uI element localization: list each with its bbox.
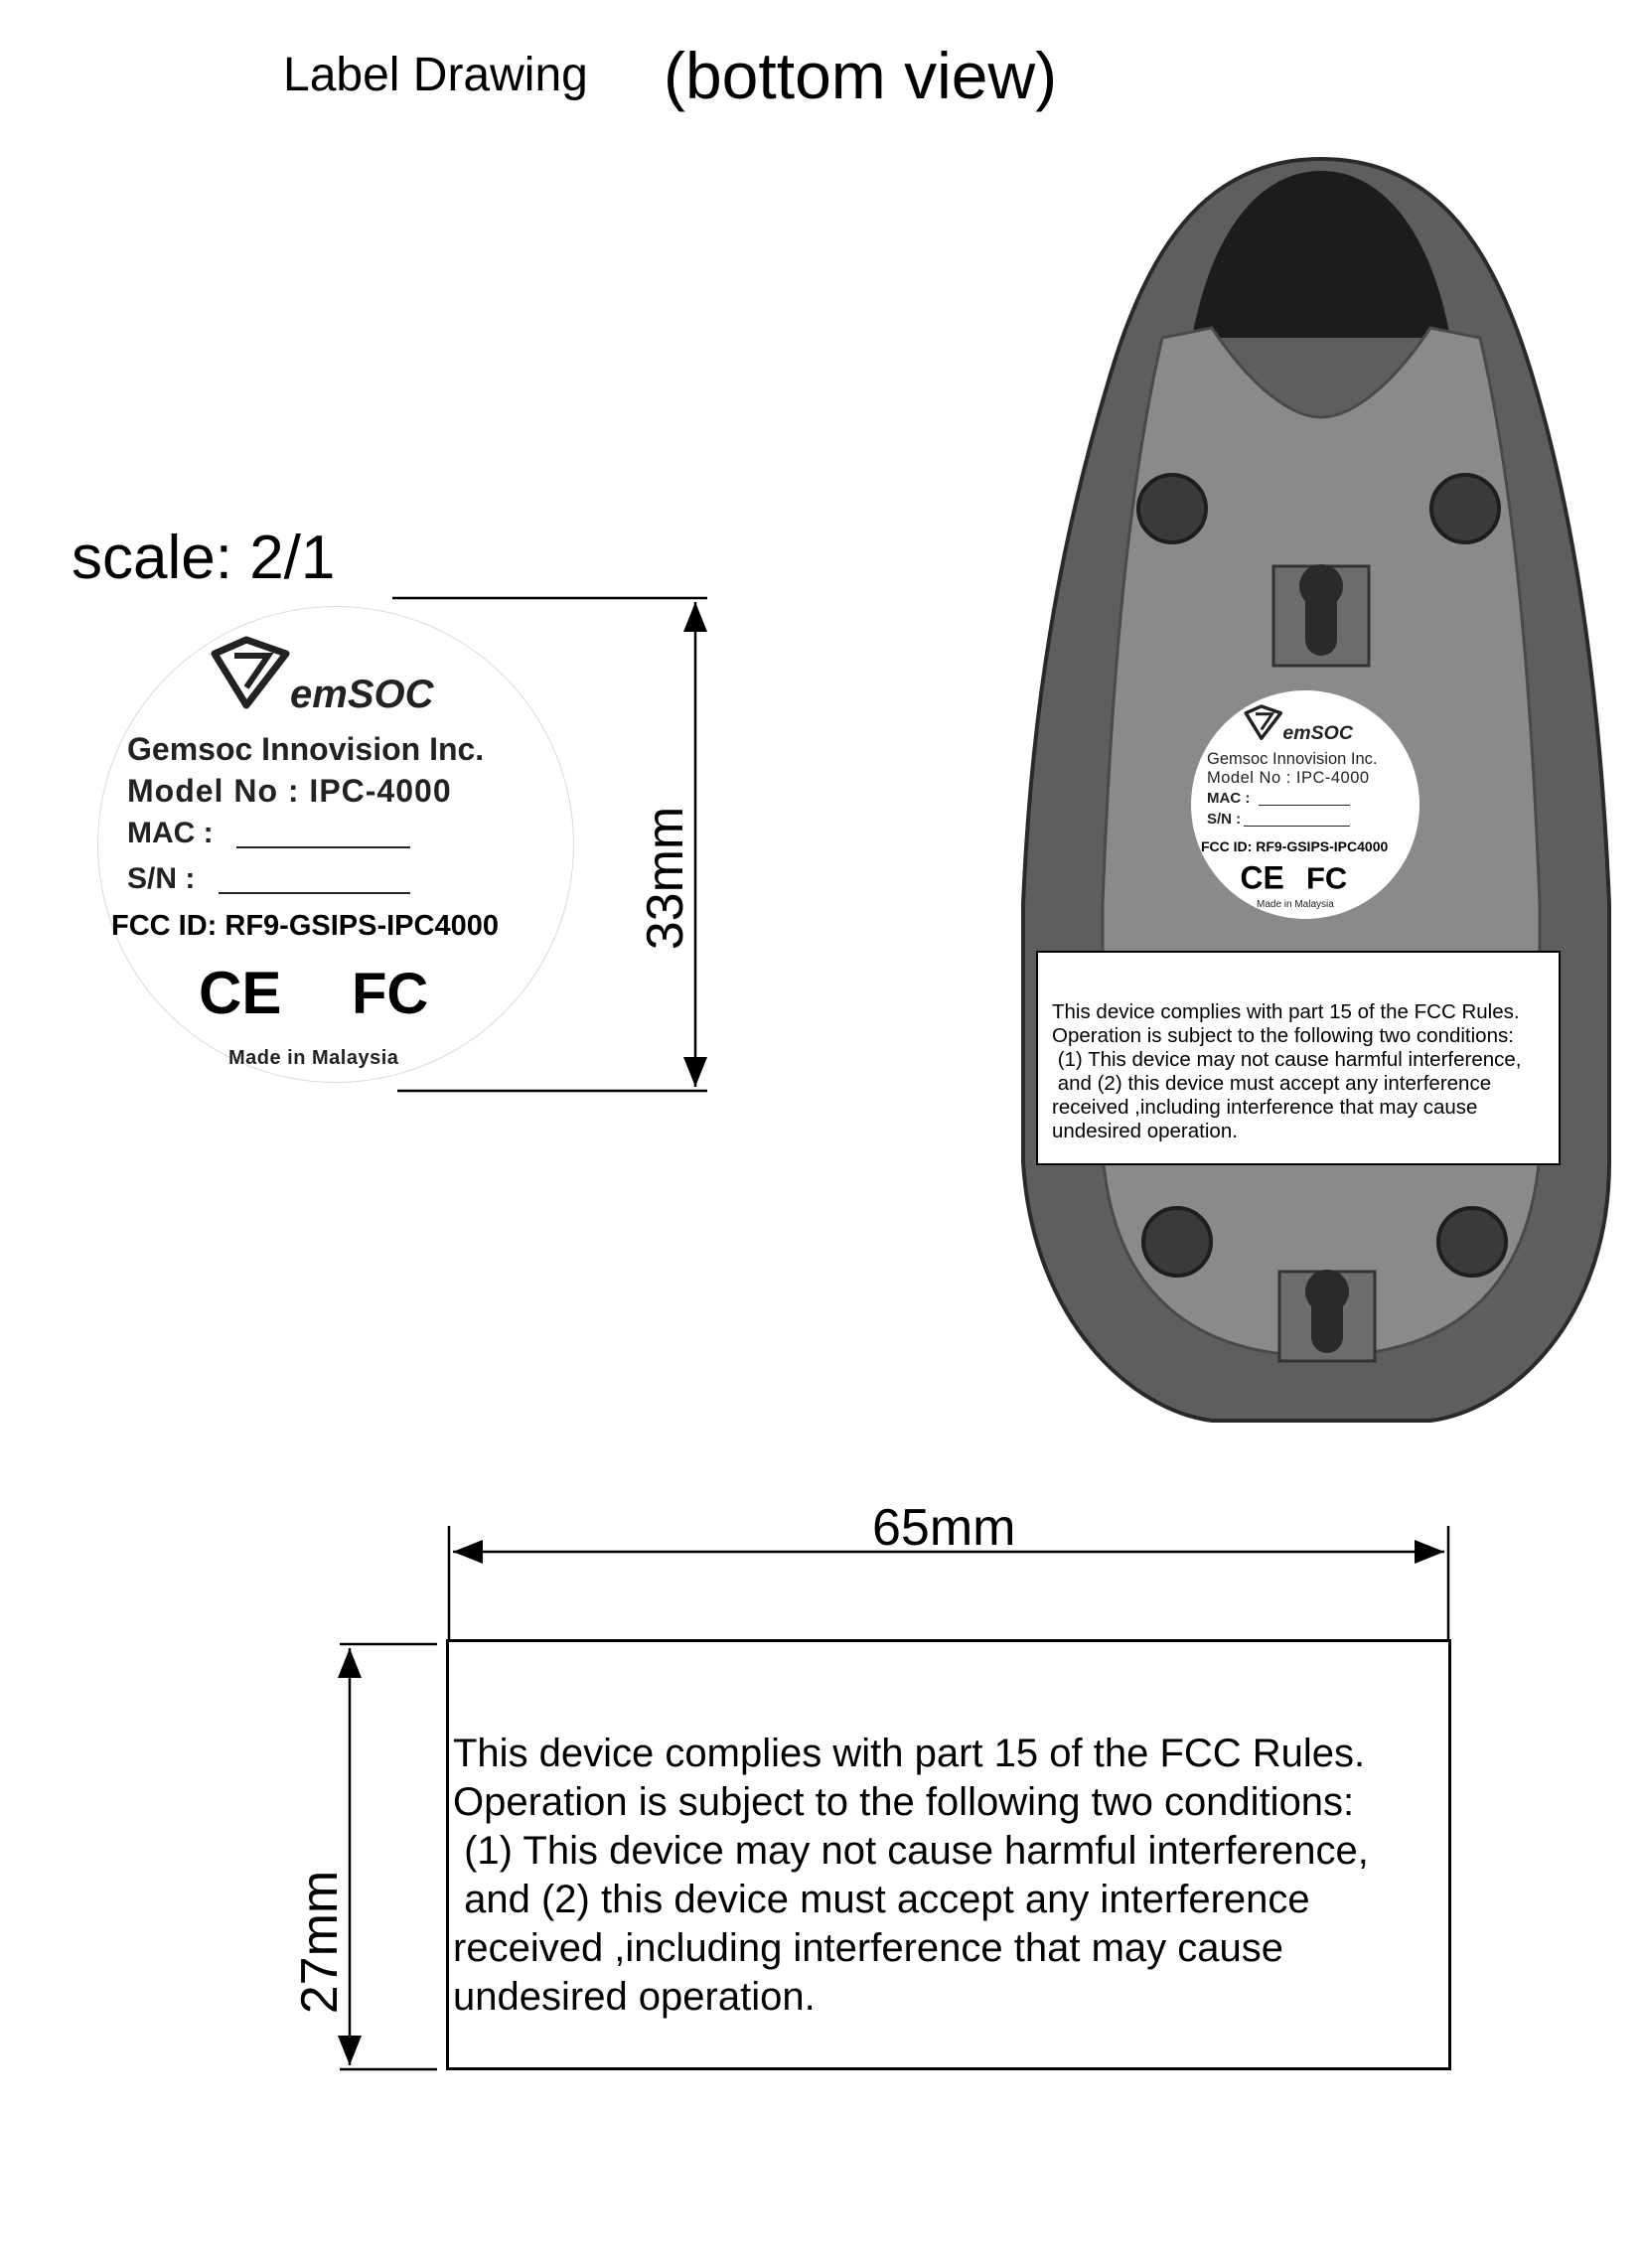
- model-number-small: Model No : IPC-4000: [1207, 769, 1370, 787]
- mac-blank-line-small: [1259, 805, 1350, 806]
- fc-mark-small-text: FC: [1306, 860, 1348, 896]
- logo-small-text: emSOC: [1282, 722, 1353, 745]
- sn-blank-line-small: [1244, 826, 1350, 827]
- fc-mark-small-icon: [1306, 860, 1354, 896]
- mac-label-small: MAC :: [1207, 790, 1251, 807]
- fcc-label-large: [446, 1639, 1451, 2070]
- foot-bottom-right: [1438, 1208, 1506, 1276]
- fcc-statement-large: This device complies with part 15 of the FCC Rules. Operation is subject to the following two conditions: (1) This device may not cause harmful interference, and (2) this device must accept any interference received ,including interference that may cause undesired operation.: [453, 1732, 1369, 2019]
- foot-top-right: [1431, 475, 1499, 542]
- foot-top-left: [1138, 475, 1206, 542]
- fcc-statement-small: This device complies with part 15 of the FCC Rules. Operation is subject to the following two conditions: (1) This device may not cause harmful interference, and (2) this device must accept any interference received ,including interference that may cause undesired operation.: [1052, 1000, 1522, 1142]
- foot-bottom-left: [1143, 1208, 1211, 1276]
- fcc-id: FCC ID: RF9-GSIPS-IPC4000: [111, 910, 499, 942]
- dimension-65mm: 65mm: [872, 1499, 1016, 1557]
- sn-blank-line: [219, 892, 410, 894]
- title-label-drawing: Label Drawing: [283, 49, 588, 101]
- sn-label: S/N :: [127, 862, 196, 895]
- fcc-id-small: FCC ID: RF9-GSIPS-IPC4000: [1201, 838, 1389, 854]
- logo-text: emSOC: [290, 673, 434, 716]
- ce-mark-small-icon: [1239, 859, 1284, 896]
- dimension-27mm: 27mm: [291, 1870, 349, 2015]
- round-label-small: [1191, 690, 1419, 919]
- fc-mark-icon: [352, 962, 441, 1026]
- keyhole-bottom: [1279, 1270, 1375, 1361]
- mac-label: MAC :: [127, 817, 214, 849]
- made-in-small: Made in Malaysia: [1257, 899, 1334, 910]
- ce-mark-icon: [199, 960, 282, 1026]
- model-number: Model No : IPC-4000: [127, 773, 452, 809]
- round-label-large: [97, 606, 574, 1083]
- fc-mark-text: FC: [352, 962, 429, 1026]
- company-name-small: Gemsoc Innovision Inc.: [1207, 750, 1378, 768]
- title-bottom-view: (bottom view): [664, 39, 1058, 112]
- ce-mark-small-text: CE: [1240, 859, 1284, 896]
- sn-label-small: S/N :: [1207, 811, 1242, 828]
- scale-text: scale: 2/1: [72, 524, 336, 592]
- ce-mark-text: CE: [199, 960, 282, 1026]
- company-name: Gemsoc Innovision Inc.: [127, 731, 485, 767]
- dimension-33mm: 33mm: [637, 806, 694, 951]
- mac-blank-line: [236, 846, 410, 848]
- made-in: Made in Malaysia: [228, 1047, 399, 1069]
- gemsoc-logo-icon: [207, 636, 435, 725]
- keyhole-top: [1273, 564, 1369, 666]
- gemsoc-logo-small-icon: [1241, 704, 1355, 748]
- fcc-label-small: [1036, 951, 1561, 1165]
